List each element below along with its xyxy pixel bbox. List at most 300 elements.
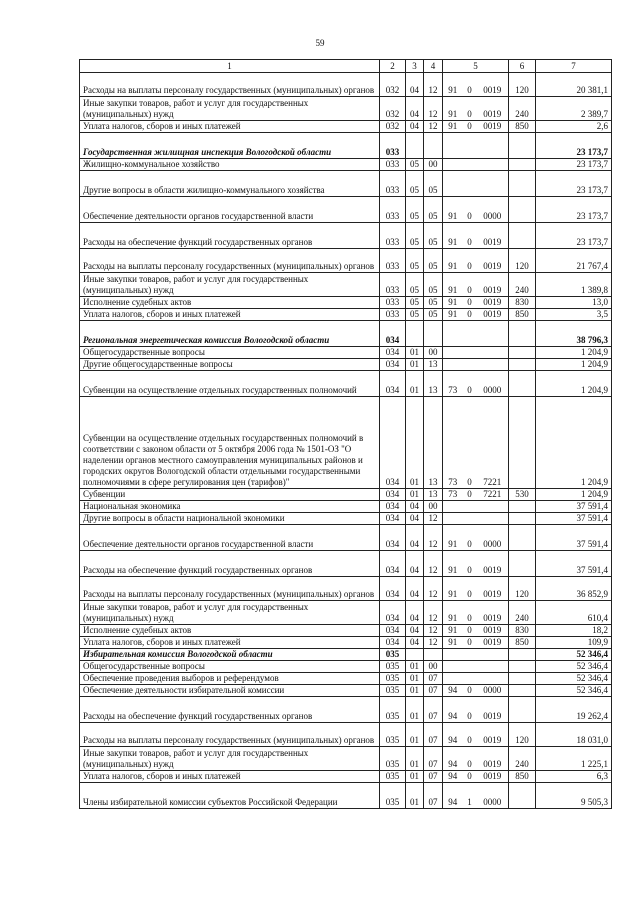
header-col-1: 1: [80, 60, 380, 73]
table-row: [80, 97, 612, 121]
table-row: [80, 601, 612, 625]
row-subsection-code: 12: [424, 525, 443, 551]
row-subprogram-code: 0: [463, 371, 477, 397]
row-subsection-code: 00: [424, 501, 443, 513]
row-program-code: 94: [443, 697, 463, 723]
table-row: [80, 723, 612, 747]
row-subprogram-code: 0: [463, 297, 477, 309]
row-section-code: 04: [406, 97, 424, 121]
row-amount: 21 767,4: [536, 249, 612, 273]
table-row: [80, 321, 612, 347]
row-amount: 1 204,9: [536, 489, 612, 501]
row-name: Уплата налогов, сборов и иных платежей: [80, 637, 380, 649]
row-subsection-code: 13: [424, 371, 443, 397]
row-expense-type: [509, 223, 536, 249]
row-amount: 19 262,4: [536, 697, 612, 723]
row-expense-type: [509, 321, 536, 347]
row-section-code: 01: [406, 771, 424, 783]
row-section-code: 05: [406, 159, 424, 171]
row-ministry-code: 033: [380, 197, 406, 223]
row-program-code: 91: [443, 551, 463, 577]
row-direction-code: [477, 347, 509, 359]
row-subsection-code: 05: [424, 197, 443, 223]
table-row: [80, 359, 612, 371]
row-expense-type: 240: [509, 601, 536, 625]
row-name: Другие вопросы в области жилищно-коммунального хозяйства: [80, 171, 380, 197]
row-subsection-code: 12: [424, 97, 443, 121]
row-section-code: 04: [406, 121, 424, 133]
row-subprogram-code: 0: [463, 121, 477, 133]
row-subsection-code: 05: [424, 297, 443, 309]
row-expense-type: [509, 133, 536, 159]
row-subsection-code: 05: [424, 273, 443, 297]
row-amount: 36 852,9: [536, 577, 612, 601]
row-ministry-code: 034: [380, 397, 406, 489]
row-name: Субвенции на осуществление отдельных государственных полномочий: [80, 371, 380, 397]
row-ministry-code: 032: [380, 73, 406, 97]
row-subprogram-code: 0: [463, 551, 477, 577]
row-ministry-code: 033: [380, 159, 406, 171]
row-subsection-code: 07: [424, 723, 443, 747]
row-direction-code: 0019: [477, 97, 509, 121]
row-direction-code: [477, 133, 509, 159]
row-amount: 23 173,7: [536, 133, 612, 159]
row-program-code: [443, 513, 463, 525]
row-amount: 20 381,1: [536, 73, 612, 97]
row-direction-code: [477, 171, 509, 197]
row-subsection-code: 07: [424, 673, 443, 685]
row-ministry-code: 035: [380, 747, 406, 771]
row-section-code: 04: [406, 73, 424, 97]
row-amount: 52 346,4: [536, 649, 612, 661]
row-amount: 23 173,7: [536, 197, 612, 223]
row-direction-code: 0019: [477, 309, 509, 321]
row-direction-code: [477, 159, 509, 171]
table-row: [80, 371, 612, 397]
row-direction-code: 0019: [477, 747, 509, 771]
row-expense-type: [509, 347, 536, 359]
table-row: [80, 501, 612, 513]
row-program-code: [443, 501, 463, 513]
row-subsection-code: 13: [424, 397, 443, 489]
row-expense-type: [509, 649, 536, 661]
table-row: [80, 783, 612, 809]
row-section-code: 04: [406, 577, 424, 601]
row-name: Расходы на обеспечение функций государственных органов: [80, 223, 380, 249]
row-direction-code: 0019: [477, 771, 509, 783]
row-direction-code: 0000: [477, 371, 509, 397]
row-program-code: 94: [443, 783, 463, 809]
row-section-code: 05: [406, 249, 424, 273]
row-subsection-code: [424, 321, 443, 347]
row-name: Избирательная комиссия Вологодской области: [80, 649, 380, 661]
row-subsection-code: 12: [424, 601, 443, 625]
row-program-code: 91: [443, 249, 463, 273]
row-ministry-code: 034: [380, 371, 406, 397]
row-program-code: 73: [443, 489, 463, 501]
row-amount: 52 346,4: [536, 661, 612, 673]
row-direction-code: 0019: [477, 249, 509, 273]
row-subsection-code: 05: [424, 171, 443, 197]
row-subprogram-code: 0: [463, 747, 477, 771]
row-subprogram-code: 0: [463, 601, 477, 625]
row-subsection-code: 07: [424, 685, 443, 697]
row-program-code: [443, 321, 463, 347]
row-subsection-code: 12: [424, 551, 443, 577]
row-subsection-code: 07: [424, 783, 443, 809]
row-section-code: 05: [406, 273, 424, 297]
row-program-code: [443, 159, 463, 171]
row-section-code: 04: [406, 601, 424, 625]
row-expense-type: 120: [509, 73, 536, 97]
row-subsection-code: 07: [424, 697, 443, 723]
row-ministry-code: 034: [380, 525, 406, 551]
row-program-code: [443, 673, 463, 685]
row-amount: 1 389,8: [536, 273, 612, 297]
row-amount: 1 225,1: [536, 747, 612, 771]
table-row: [80, 309, 612, 321]
row-ministry-code: 035: [380, 697, 406, 723]
row-name: Иные закупки товаров, работ и услуг для государственных (муниципальных) нужд: [80, 273, 380, 297]
row-direction-code: 7221: [477, 489, 509, 501]
row-expense-type: 850: [509, 121, 536, 133]
row-ministry-code: 034: [380, 601, 406, 625]
row-section-code: 01: [406, 371, 424, 397]
row-name: Субвенции на осуществление отдельных государственных полномочий в соответствии с законом области от 5 октября 2006 года № 1501-ОЗ "О наделении органов местного самоуправления муниципальных районов и городских округов Вологодской области отдельными государственными полномочиями в сфере регулирования цен (тарифов)": [80, 397, 380, 489]
row-subprogram-code: [463, 501, 477, 513]
row-section-code: 04: [406, 637, 424, 649]
table-row: [80, 685, 612, 697]
row-direction-code: [477, 673, 509, 685]
row-ministry-code: 034: [380, 551, 406, 577]
row-section-code: 01: [406, 397, 424, 489]
row-direction-code: [477, 501, 509, 513]
row-amount: 18,2: [536, 625, 612, 637]
row-subprogram-code: 0: [463, 309, 477, 321]
header-col-2: 2: [380, 60, 406, 73]
row-name: Исполнение судебных актов: [80, 625, 380, 637]
row-amount: 2 389,7: [536, 97, 612, 121]
table-row: [80, 525, 612, 551]
row-ministry-code: 033: [380, 273, 406, 297]
row-name: Обеспечение проведения выборов и референдумов: [80, 673, 380, 685]
row-name: Исполнение судебных актов: [80, 297, 380, 309]
row-ministry-code: 034: [380, 513, 406, 525]
row-amount: 37 591,4: [536, 501, 612, 513]
row-direction-code: 0000: [477, 783, 509, 809]
row-ministry-code: 035: [380, 661, 406, 673]
row-subprogram-code: [463, 159, 477, 171]
row-name: Уплата налогов, сборов и иных платежей: [80, 121, 380, 133]
row-subprogram-code: 0: [463, 397, 477, 489]
row-amount: 9 505,3: [536, 783, 612, 809]
row-section-code: 05: [406, 197, 424, 223]
row-program-code: 91: [443, 97, 463, 121]
row-ministry-code: 035: [380, 673, 406, 685]
page-number: 59: [315, 38, 325, 48]
row-direction-code: [477, 321, 509, 347]
row-ministry-code: 032: [380, 97, 406, 121]
table-row: [80, 551, 612, 577]
row-ministry-code: 035: [380, 723, 406, 747]
row-direction-code: 0019: [477, 697, 509, 723]
row-subprogram-code: 0: [463, 489, 477, 501]
row-direction-code: 0019: [477, 121, 509, 133]
row-expense-type: 850: [509, 771, 536, 783]
row-ministry-code: 033: [380, 223, 406, 249]
row-subsection-code: 12: [424, 577, 443, 601]
row-subprogram-code: [463, 171, 477, 197]
row-expense-type: [509, 159, 536, 171]
row-expense-type: 120: [509, 723, 536, 747]
row-program-code: 91: [443, 297, 463, 309]
row-name: Иные закупки товаров, работ и услуг для государственных (муниципальных) нужд: [80, 601, 380, 625]
row-section-code: 01: [406, 697, 424, 723]
row-subprogram-code: [463, 673, 477, 685]
row-subprogram-code: 0: [463, 525, 477, 551]
row-name: Уплата налогов, сборов и иных платежей: [80, 771, 380, 783]
row-subsection-code: 07: [424, 747, 443, 771]
table-row: [80, 637, 612, 649]
row-direction-code: [477, 359, 509, 371]
row-amount: 1 204,9: [536, 359, 612, 371]
row-program-code: 91: [443, 601, 463, 625]
row-section-code: 05: [406, 171, 424, 197]
row-ministry-code: 034: [380, 625, 406, 637]
row-amount: 2,6: [536, 121, 612, 133]
table-row: [80, 197, 612, 223]
row-amount: 18 031,0: [536, 723, 612, 747]
header-col-4: 4: [424, 60, 443, 73]
row-expense-type: 830: [509, 625, 536, 637]
row-amount: 1 204,9: [536, 397, 612, 489]
row-name: Общегосударственные вопросы: [80, 347, 380, 359]
row-section-code: 01: [406, 783, 424, 809]
row-subsection-code: 00: [424, 159, 443, 171]
row-expense-type: 530: [509, 489, 536, 501]
budget-table: [79, 59, 612, 809]
row-expense-type: 240: [509, 747, 536, 771]
row-amount: 23 173,7: [536, 223, 612, 249]
row-ministry-code: 032: [380, 121, 406, 133]
row-direction-code: 0000: [477, 685, 509, 697]
row-section-code: [406, 321, 424, 347]
row-ministry-code: 034: [380, 347, 406, 359]
table-row: [80, 347, 612, 359]
row-section-code: [406, 133, 424, 159]
row-program-code: 91: [443, 637, 463, 649]
row-ministry-code: 033: [380, 171, 406, 197]
table-row: [80, 159, 612, 171]
row-name: Региональная энергетическая комиссия Вологодской области: [80, 321, 380, 347]
row-direction-code: 0000: [477, 525, 509, 551]
row-amount: 13,0: [536, 297, 612, 309]
row-expense-type: [509, 513, 536, 525]
row-section-code: 05: [406, 223, 424, 249]
row-subprogram-code: 0: [463, 197, 477, 223]
row-section-code: 01: [406, 347, 424, 359]
row-amount: 37 591,4: [536, 551, 612, 577]
row-name: Расходы на выплаты персоналу государственных (муниципальных) органов: [80, 577, 380, 601]
table-row: [80, 249, 612, 273]
row-name: Расходы на выплаты персоналу государственных (муниципальных) органов: [80, 249, 380, 273]
row-subsection-code: 05: [424, 223, 443, 249]
row-subsection-code: 00: [424, 661, 443, 673]
table-row: [80, 397, 612, 489]
row-expense-type: [509, 685, 536, 697]
table-row: [80, 625, 612, 637]
row-subsection-code: 00: [424, 347, 443, 359]
table-row: [80, 661, 612, 673]
table-row: [80, 73, 612, 97]
row-section-code: 04: [406, 551, 424, 577]
row-subprogram-code: [463, 513, 477, 525]
table-row: [80, 489, 612, 501]
table-row: [80, 171, 612, 197]
row-expense-type: 850: [509, 309, 536, 321]
row-subsection-code: 07: [424, 771, 443, 783]
row-name: Другие общегосударственные вопросы: [80, 359, 380, 371]
row-program-code: 91: [443, 625, 463, 637]
table-row: [80, 297, 612, 309]
row-subprogram-code: 0: [463, 723, 477, 747]
row-program-code: 91: [443, 309, 463, 321]
row-direction-code: [477, 649, 509, 661]
row-section-code: 01: [406, 661, 424, 673]
table-row: [80, 223, 612, 249]
row-direction-code: 0019: [477, 297, 509, 309]
row-expense-type: [509, 697, 536, 723]
row-program-code: 91: [443, 121, 463, 133]
row-section-code: 01: [406, 673, 424, 685]
row-subsection-code: 12: [424, 73, 443, 97]
row-expense-type: [509, 171, 536, 197]
table-row: [80, 697, 612, 723]
row-section-code: 01: [406, 747, 424, 771]
row-ministry-code: 034: [380, 637, 406, 649]
header-col-6: 6: [509, 60, 536, 73]
row-subprogram-code: 0: [463, 685, 477, 697]
table-row: [80, 747, 612, 771]
row-subprogram-code: 1: [463, 783, 477, 809]
row-subsection-code: 12: [424, 625, 443, 637]
row-expense-type: [509, 359, 536, 371]
row-program-code: 94: [443, 723, 463, 747]
row-direction-code: 7221: [477, 397, 509, 489]
row-program-code: 91: [443, 223, 463, 249]
table-row: [80, 513, 612, 525]
row-direction-code: 0019: [477, 723, 509, 747]
header-col-7: 7: [536, 60, 612, 73]
row-direction-code: 0019: [477, 273, 509, 297]
row-ministry-code: 033: [380, 309, 406, 321]
row-amount: 23 173,7: [536, 171, 612, 197]
row-name: Расходы на обеспечение функций государственных органов: [80, 551, 380, 577]
row-amount: 37 591,4: [536, 513, 612, 525]
row-subprogram-code: [463, 661, 477, 673]
row-subsection-code: [424, 649, 443, 661]
row-name: Расходы на обеспечение функций государственных органов: [80, 697, 380, 723]
row-name: Обеспечение деятельности органов государственной власти: [80, 525, 380, 551]
row-subsection-code: 05: [424, 309, 443, 321]
row-program-code: 73: [443, 371, 463, 397]
row-name: Обеспечение деятельности органов государственной власти: [80, 197, 380, 223]
table-row: [80, 273, 612, 297]
row-direction-code: 0019: [477, 577, 509, 601]
row-subprogram-code: 0: [463, 637, 477, 649]
row-program-code: [443, 171, 463, 197]
row-name: Обеспечение деятельности избирательной комиссии: [80, 685, 380, 697]
row-program-code: 91: [443, 273, 463, 297]
row-expense-type: [509, 501, 536, 513]
row-subsection-code: [424, 133, 443, 159]
row-program-code: [443, 347, 463, 359]
row-ministry-code: 034: [380, 359, 406, 371]
row-name: Субвенции: [80, 489, 380, 501]
row-expense-type: [509, 371, 536, 397]
row-section-code: 01: [406, 723, 424, 747]
row-ministry-code: 034: [380, 501, 406, 513]
row-expense-type: 850: [509, 637, 536, 649]
row-expense-type: [509, 525, 536, 551]
row-name: Государственная жилищная инспекция Вологодской области: [80, 133, 380, 159]
row-subsection-code: 05: [424, 249, 443, 273]
row-amount: 3,5: [536, 309, 612, 321]
row-expense-type: [509, 551, 536, 577]
row-subprogram-code: 0: [463, 625, 477, 637]
row-subprogram-code: [463, 347, 477, 359]
row-program-code: 94: [443, 747, 463, 771]
row-amount: 52 346,4: [536, 673, 612, 685]
row-expense-type: [509, 673, 536, 685]
row-ministry-code: 033: [380, 133, 406, 159]
row-amount: 37 591,4: [536, 525, 612, 551]
row-expense-type: 120: [509, 249, 536, 273]
table-row: [80, 577, 612, 601]
row-program-code: 91: [443, 197, 463, 223]
row-subprogram-code: [463, 359, 477, 371]
row-ministry-code: 033: [380, 297, 406, 309]
row-subprogram-code: [463, 649, 477, 661]
row-direction-code: 0019: [477, 73, 509, 97]
row-direction-code: [477, 661, 509, 673]
row-expense-type: 240: [509, 273, 536, 297]
row-subprogram-code: [463, 321, 477, 347]
row-name: Другие вопросы в области национальной экономики: [80, 513, 380, 525]
row-program-code: [443, 661, 463, 673]
row-program-code: 73: [443, 397, 463, 489]
row-section-code: 01: [406, 685, 424, 697]
row-program-code: [443, 359, 463, 371]
row-program-code: 94: [443, 771, 463, 783]
row-amount: 38 796,3: [536, 321, 612, 347]
row-subprogram-code: 0: [463, 249, 477, 273]
row-expense-type: [509, 397, 536, 489]
table-row: [80, 133, 612, 159]
row-section-code: [406, 649, 424, 661]
row-program-code: 91: [443, 73, 463, 97]
row-amount: 23 173,7: [536, 159, 612, 171]
row-subprogram-code: 0: [463, 697, 477, 723]
row-name: Уплата налогов, сборов и иных платежей: [80, 309, 380, 321]
header-col-5: 5: [443, 60, 509, 73]
row-ministry-code: 034: [380, 577, 406, 601]
row-section-code: 04: [406, 513, 424, 525]
row-name: Расходы на выплаты персоналу государственных (муниципальных) органов: [80, 73, 380, 97]
row-ministry-code: 035: [380, 649, 406, 661]
row-amount: 109,9: [536, 637, 612, 649]
row-section-code: 01: [406, 359, 424, 371]
